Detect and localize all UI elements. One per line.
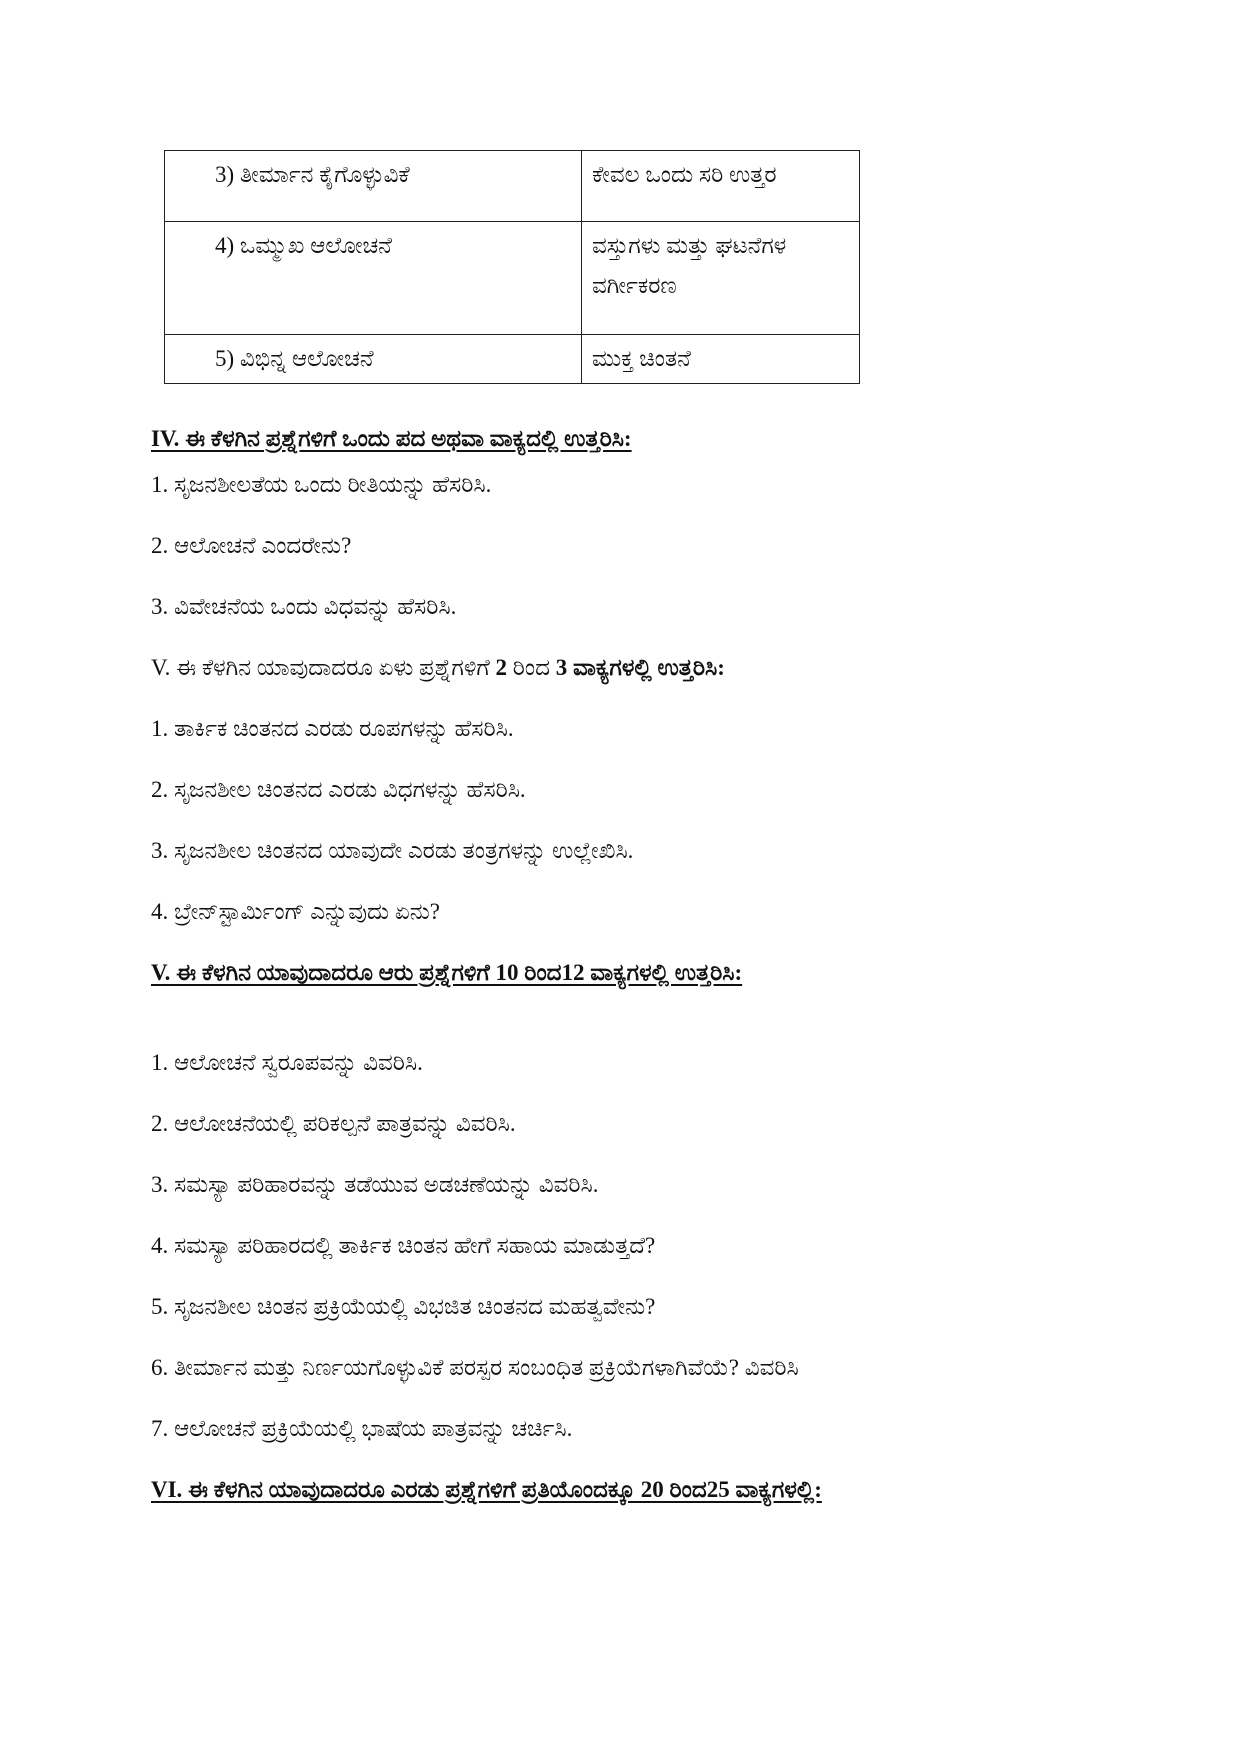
table-row <box>165 222 860 335</box>
section-v-short-heading <box>151 655 725 681</box>
question-item: 2. ಆಲೋಚನೆಯಲ್ಲಿ ಪರಿಕಲ್ಪನೆ ಪಾತ್ರವನ್ನು ವಿವರಿಸಿ. <box>151 1111 516 1136</box>
heading-number: 3 <box>555 655 568 680</box>
heading-text: ವಾಕ್ಯಗಳಲ್ಲಿ ಉತ್ತರಿಸಿ: <box>567 655 725 680</box>
section-v-long-heading: V. ಈ ಕೆಳಗಿನ ಯಾವುದಾದರೂ ಆರು ಪ್ರಶ್ನೆಗಳಿಗೆ 10 ರಿಂದ12 ವಾಕ್ಯಗಳಲ್ಲಿ ಉತ್ತರಿಸಿ: <box>151 960 743 985</box>
question-item: 6. ತೀರ್ಮಾನ ಮತ್ತು ನಿರ್ಣಯಗೊಳ್ಳುವಿಕೆ ಪರಸ್ಪರ ಸಂಬಂಧಿತ ಪ್ರಕ್ರಿಯೆಗಳಾಗಿವೆಯೆ? ವಿವರಿಸಿ <box>151 1355 799 1380</box>
table-cell-left: 5) ವಿಭಿನ್ನ ಆಲೋಚನೆ <box>165 335 582 384</box>
table-row <box>165 151 860 222</box>
match-table <box>164 150 860 384</box>
question-item: 4. ಸಮಸ್ಯಾ ಪರಿಹಾರದಲ್ಲಿ ತಾರ್ಕಿಕ ಚಿಂತನ ಹೇಗೆ ಸಹಾಯ ಮಾಡುತ್ತದೆ? <box>151 1233 656 1258</box>
section-vi-heading: VI. ಈ ಕೆಳಗಿನ ಯಾವುದಾದರೂ ಎರಡು ಪ್ರಶ್ನೆಗಳಿಗೆ ಪ್ರತಿಯೊಂದಕ್ಕೂ 20 ರಿಂದ25 ವಾಕ್ಯಗಳಲ್ಲಿ: <box>151 1477 822 1502</box>
question-item: 3. ವಿವೇಚನೆಯ ಒಂದು ವಿಧವನ್ನು ಹೆಸರಿಸಿ. <box>151 594 457 619</box>
question-item: 2. ಸೃಜನಶೀಲ ಚಿಂತನದ ಎರಡು ವಿಧಗಳನ್ನು ಹೆಸರಿಸಿ. <box>151 777 526 802</box>
heading-text: V. ಈ ಕೆಳಗಿನ ಯಾವುದಾದರೂ ಏಳು ಪ್ರಶ್ನೆಗಳಿಗೆ <box>151 655 496 680</box>
table-row <box>165 335 860 384</box>
question-item: 7. ಆಲೋಚನೆ ಪ್ರಕ್ರಿಯೆಯಲ್ಲಿ ಭಾಷೆಯ ಪಾತ್ರವನ್ನು ಚರ್ಚಿಸಿ. <box>151 1416 573 1441</box>
heading-text: ರಿಂದ <box>507 655 556 680</box>
question-item: 4. ಬ್ರೇನ್‌ಸ್ಟಾರ್ಮಿಂಗ್ ಎನ್ನುವುದು ಏನು? <box>151 899 441 924</box>
table-cell-left: 3) ತೀರ್ಮಾನ ಕೈಗೊಳ್ಳುವಿಕೆ <box>165 151 582 222</box>
question-item: 2. ಆಲೋಚನೆ ಎಂದರೇನು? <box>151 533 352 558</box>
heading-number: 2 <box>495 655 508 680</box>
table-cell-right: ಕೇವಲ ಒಂದು ಸರಿ ಉತ್ತರ <box>582 151 860 222</box>
question-item: 1. ಆಲೋಚನೆ ಸ್ವರೂಪವನ್ನು ವಿವರಿಸಿ. <box>151 1050 423 1075</box>
question-item: 3. ಸೃಜನಶೀಲ ಚಿಂತನದ ಯಾವುದೇ ಎರಡು ತಂತ್ರಗಳನ್ನು ಉಲ್ಲೇಖಿಸಿ. <box>151 838 634 863</box>
question-item: 5. ಸೃಜನಶೀಲ ಚಿಂತನ ಪ್ರಕ್ರಿಯೆಯಲ್ಲಿ ವಿಭಜಿತ ಚಿಂತನದ ಮಹತ್ವವೇನು? <box>151 1294 656 1319</box>
question-item: 1. ತಾರ್ಕಿಕ ಚಿಂತನದ ಎರಡು ರೂಪಗಳನ್ನು ಹೆಸರಿಸಿ. <box>151 716 514 741</box>
table-cell-right: ವಸ್ತುಗಳು ಮತ್ತು ಘಟನೆಗಳ ವರ್ಗೀಕರಣ <box>582 222 860 335</box>
table-cell-right: ಮುಕ್ತ ಚಿಂತನೆ <box>582 335 860 384</box>
question-item: 3. ಸಮಸ್ಯಾ ಪರಿಹಾರವನ್ನು ತಡೆಯುವ ಅಡಚಣೆಯನ್ನು ವಿವರಿಸಿ. <box>151 1172 599 1197</box>
table-cell-left: 4) ಒಮ್ಮುಖ ಆಲೋಚನೆ <box>165 222 582 335</box>
section-iv-heading: IV. ಈ ಕೆಳಗಿನ ಪ್ರಶ್ನೆಗಳಿಗೆ ಒಂದು ಪದ ಅಥವಾ ವಾಕ್ಯದಲ್ಲಿ ಉತ್ತರಿಸಿ: <box>151 426 632 451</box>
question-item: 1. ಸೃಜನಶೀಲತೆಯ ಒಂದು ರೀತಿಯನ್ನು ಹೆಸರಿಸಿ. <box>151 472 492 497</box>
